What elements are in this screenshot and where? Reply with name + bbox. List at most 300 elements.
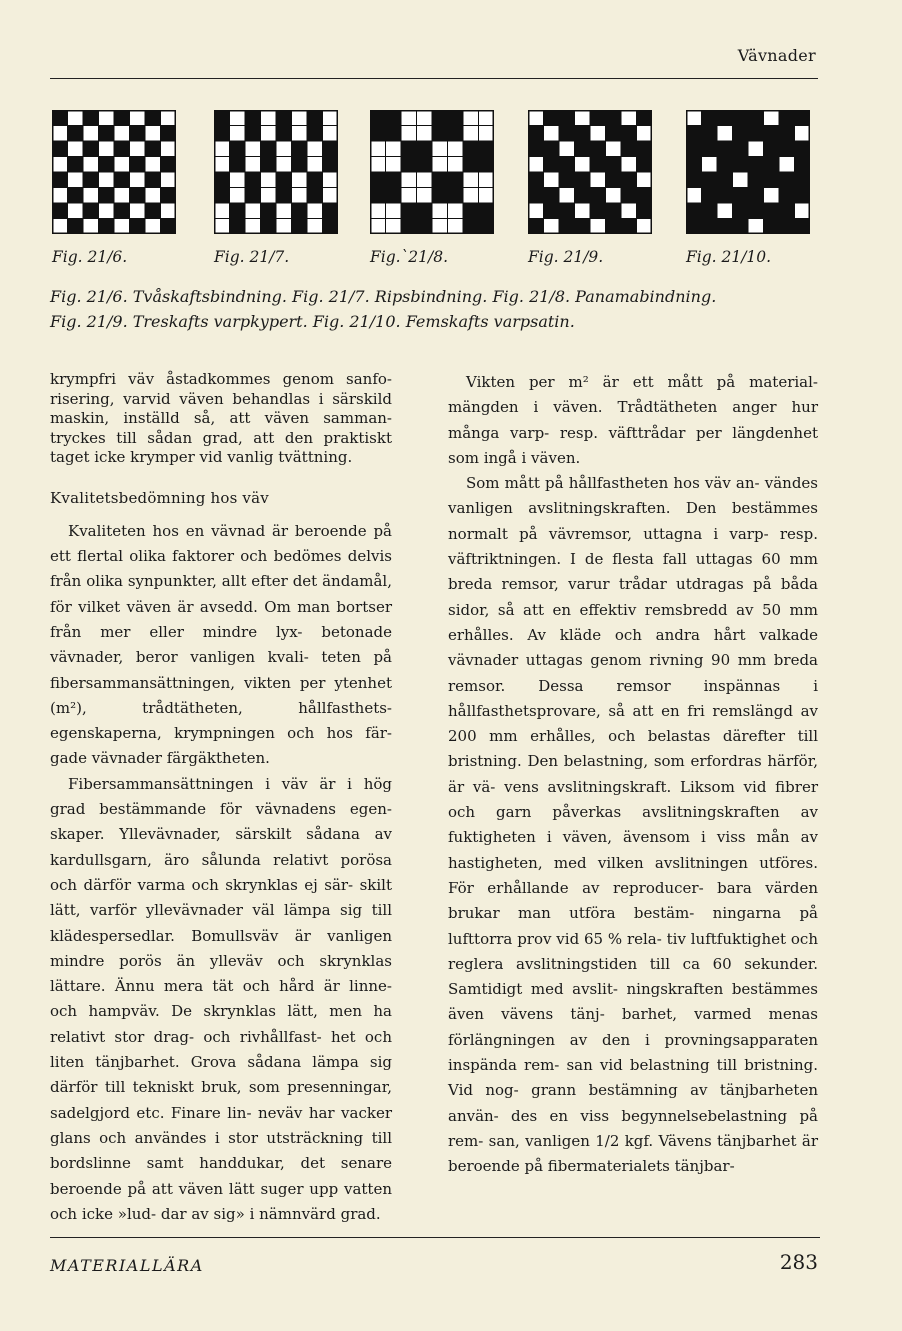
weave-cell <box>779 141 795 157</box>
weave-cell <box>276 172 292 188</box>
weave-cell <box>795 203 811 219</box>
weave-cell <box>479 203 495 219</box>
weave-cell <box>795 219 811 235</box>
weave-cell <box>621 157 637 173</box>
figure-21-10 <box>686 110 816 266</box>
weave-cell <box>130 141 146 157</box>
weave-cell <box>575 126 591 142</box>
weave-cell <box>130 157 146 173</box>
weave-cell <box>214 172 230 188</box>
weave-cell <box>621 126 637 142</box>
weave-cell <box>702 157 718 173</box>
figure-21-6 <box>52 110 182 266</box>
weave-cell <box>145 172 161 188</box>
weave-cell <box>68 203 84 219</box>
weave-cell <box>417 157 433 173</box>
weave-cell <box>748 141 764 157</box>
weave-cell <box>292 203 308 219</box>
weave-cell <box>323 110 339 126</box>
weave-cell <box>230 157 246 173</box>
weave-cell <box>448 172 464 188</box>
weave-cell <box>161 219 177 235</box>
weave-cell <box>637 141 653 157</box>
weave-cell <box>779 203 795 219</box>
weave-cell <box>432 126 448 142</box>
weave-cell <box>717 219 733 235</box>
weave-cell <box>528 203 544 219</box>
weave-cell <box>795 172 811 188</box>
weave-cell <box>292 188 308 204</box>
weave-cell <box>83 110 99 126</box>
weave-cell <box>245 157 261 173</box>
weave-cell <box>161 157 177 173</box>
weave-cell <box>230 203 246 219</box>
weave-cell <box>448 126 464 142</box>
weave-cell <box>130 110 146 126</box>
weave-cell <box>52 110 68 126</box>
weave-cell <box>52 203 68 219</box>
weave-cell <box>83 188 99 204</box>
weave-cell <box>448 141 464 157</box>
weave-cell <box>230 126 246 142</box>
book-title: MATERIALLÄRA <box>50 1256 204 1275</box>
weave-cell <box>733 188 749 204</box>
weave-cell <box>606 219 622 235</box>
weave-cell <box>323 157 339 173</box>
weave-cell <box>637 157 653 173</box>
weave-cell <box>686 141 702 157</box>
weave-cell <box>276 188 292 204</box>
weave-cell <box>528 219 544 235</box>
weave-cell <box>544 126 560 142</box>
weave-cell <box>717 157 733 173</box>
weave-cell <box>606 110 622 126</box>
weave-cell <box>114 110 130 126</box>
weave-cell <box>479 157 495 173</box>
weave-cell <box>717 141 733 157</box>
weave-cell <box>575 110 591 126</box>
weave-cell <box>559 157 575 173</box>
weave-cell <box>686 157 702 173</box>
weave-cell <box>52 219 68 235</box>
intro-paragraph: krympfri väv åstadkommes genom sanfo- risering, varvid väven behandlas i särskild maskin, inställd så, att väven samman- tryckes till sådan grad, att den praktiskt taget icke krymper vid vanlig tvättning. <box>50 370 392 466</box>
weave-cell <box>559 141 575 157</box>
weave-cell <box>764 203 780 219</box>
weave-cell <box>621 172 637 188</box>
weave-cell <box>130 219 146 235</box>
weave-cell <box>717 126 733 142</box>
weave-cell <box>245 172 261 188</box>
weave-cell <box>432 157 448 173</box>
weave-cell <box>795 157 811 173</box>
weave-cell <box>214 141 230 157</box>
weave-cell <box>590 126 606 142</box>
weave-cell <box>83 219 99 235</box>
weave-cell <box>145 157 161 173</box>
weave-cell <box>779 188 795 204</box>
weave-cell <box>230 172 246 188</box>
weave-cell <box>544 188 560 204</box>
weave-cell <box>370 157 386 173</box>
weave-cell <box>370 188 386 204</box>
weave-cell <box>245 110 261 126</box>
weave-cell <box>733 219 749 235</box>
weave-cell <box>161 126 177 142</box>
weave-cell <box>52 188 68 204</box>
weave-cell <box>114 219 130 235</box>
figure-21-9 <box>528 110 658 266</box>
weave-cell <box>307 110 323 126</box>
figure-caption <box>50 284 830 334</box>
weave-cell <box>448 188 464 204</box>
weave-cell <box>261 203 277 219</box>
weave-cell <box>52 126 68 142</box>
weave-cell <box>748 188 764 204</box>
weave-cell <box>463 188 479 204</box>
weave-cell <box>230 141 246 157</box>
weave-cell <box>99 157 115 173</box>
weave-cell <box>559 172 575 188</box>
weave-cell <box>114 172 130 188</box>
weave-cell <box>386 203 402 219</box>
weave-cell <box>795 110 811 126</box>
weave-cell <box>702 110 718 126</box>
body-paragraph: Kvaliteten hos en vävnad är beroende på ett flertal olika faktorer och bedömes delvis från olika synpunkter, allt efter det ändamål, för vilket väven är avsedd. Om man bortser från mer eller mindre lyx- betonade vävnader, beror vanligen kvali- teten på fibersammansättningen, vikten per ytenhet (m²), trådtätheten, hållfasthets- egenskaperna, krympningen och hos fär- gade vävnader färgäktheten. <box>50 521 392 768</box>
weave-cell <box>161 188 177 204</box>
weave-cell <box>307 157 323 173</box>
weave-cell <box>386 188 402 204</box>
weave-cell <box>479 188 495 204</box>
weave-cell <box>230 110 246 126</box>
weave-cell <box>463 203 479 219</box>
weave-cell <box>230 219 246 235</box>
body-paragraph: Som mått på hållfastheten hos väv an- vändes vanligen avslitningskraften. Den bestämmes normalt på vävremsor, uttagna i varp- resp. väftriktningen. I de flesta fall uttagas 60 mm breda remsor, varur trådar utdragas på båda sidor, så att en effektiv remsbredd av 50 mm erhålles. Av kläde och andra hårt valkade vävnader uttagas genom rivning 90 mm breda remsor. Dessa remsor inspännas i hållfasthetsprovare, så att en fri remslängd av 200 mm erhålles, och belastas därefter till bristning. Den belastning, som erfordras härför, är vä- vens avslitningskraft. Liksom vid fibrer och garn påverkas avslitningskraften av fuktigheten i väven, ävensom i viss mån av hastigheten, med vilken avslitningen utföres. För erhållande av reproducer- bara värden brukar man utföra bestäm- ningarna på lufttorra prov vid 65 % rela- tiv luftfuktighet och reglera avslitningstiden till ca 60 sekunder. Samtidigt med avslit- ningskraften bestämmes även vävens tänj- barhet, varmed menas förlängningen av den i provningsapparaten inspända rem- san vid belastning till bristning. Vid nog- grann bestämning av tänjbarheten använ- des en viss begynnelsebelastning på rem- san, vanligen 1/2 kgf. Vävens tänjbarhet är beroende på fibermaterialets tänjbar- <box>448 474 818 1176</box>
weave-cell <box>214 126 230 142</box>
weave-cell <box>370 172 386 188</box>
weave-cell <box>779 172 795 188</box>
weave-cell <box>590 219 606 235</box>
figure-label: Fig. 21/10. <box>686 248 772 266</box>
weave-cell <box>463 157 479 173</box>
running-head: Vävnader <box>737 46 816 65</box>
weave-cell <box>463 172 479 188</box>
weave-cell <box>99 188 115 204</box>
weave-cell <box>764 110 780 126</box>
weave-cell <box>214 157 230 173</box>
weave-cell <box>68 110 84 126</box>
weave-cell <box>83 126 99 142</box>
weave-cell <box>323 141 339 157</box>
weave-cell <box>748 219 764 235</box>
weave-cell <box>733 172 749 188</box>
weave-cell <box>733 157 749 173</box>
weave-cell <box>276 203 292 219</box>
weave-figures <box>52 110 820 280</box>
weave-cell <box>621 141 637 157</box>
weave-cell <box>748 203 764 219</box>
weave-cell <box>417 172 433 188</box>
weave-cell <box>292 172 308 188</box>
weave-cell <box>686 219 702 235</box>
weave-cell <box>292 219 308 235</box>
weave-cell <box>245 188 261 204</box>
weave-cell <box>145 219 161 235</box>
weave-cell <box>621 219 637 235</box>
weave-cell <box>323 188 339 204</box>
weave-cell <box>621 188 637 204</box>
weave-cell <box>99 110 115 126</box>
weave-cell <box>307 203 323 219</box>
weave-cell <box>230 188 246 204</box>
figure-label: Fig.`21/8. <box>370 248 449 266</box>
figure-21-8 <box>370 110 500 266</box>
weave-cell <box>606 203 622 219</box>
weave-cell <box>83 157 99 173</box>
figure-label: Fig. 21/6. <box>52 248 128 266</box>
weave-cell <box>621 203 637 219</box>
weave-cell <box>463 219 479 235</box>
weave-cell <box>637 126 653 142</box>
weave-cell <box>401 188 417 204</box>
weave-cell <box>795 188 811 204</box>
weave-cell <box>417 219 433 235</box>
header-rule <box>50 78 818 79</box>
weave-cell <box>528 157 544 173</box>
weave-cell <box>52 141 68 157</box>
weave-cell <box>479 172 495 188</box>
weave-cell <box>401 203 417 219</box>
weave-cell <box>575 219 591 235</box>
weave-cell <box>245 126 261 142</box>
weave-cell <box>145 203 161 219</box>
weave-cell <box>575 141 591 157</box>
weave-cell <box>52 157 68 173</box>
weave-cell <box>637 188 653 204</box>
weave-cell <box>779 219 795 235</box>
weave-cell <box>130 188 146 204</box>
weave-cell <box>52 172 68 188</box>
weave-cell <box>448 110 464 126</box>
weave-cell <box>386 172 402 188</box>
weave-cell <box>307 172 323 188</box>
weave-cell <box>702 126 718 142</box>
weave-cell <box>686 126 702 142</box>
weave-cell <box>575 172 591 188</box>
weave-cell <box>590 110 606 126</box>
weave-cell <box>261 219 277 235</box>
weave-cell <box>448 157 464 173</box>
weave-cell <box>323 219 339 235</box>
weave-cell <box>637 172 653 188</box>
weave-cell <box>733 110 749 126</box>
weave-cell <box>764 219 780 235</box>
weave-cell <box>161 141 177 157</box>
weave-cell <box>401 110 417 126</box>
weave-cell <box>276 219 292 235</box>
weave-cell <box>417 126 433 142</box>
weave-cell <box>370 219 386 235</box>
weave-cell <box>779 157 795 173</box>
weave-cell <box>528 188 544 204</box>
weave-cell <box>702 203 718 219</box>
weave-cell <box>68 188 84 204</box>
weave-cell <box>764 141 780 157</box>
weave-cell <box>386 219 402 235</box>
weave-cell <box>386 110 402 126</box>
weave-cell <box>68 126 84 142</box>
weave-cell <box>590 141 606 157</box>
weave-cell <box>307 141 323 157</box>
figure-21-7 <box>214 110 344 266</box>
weave-cell <box>114 157 130 173</box>
weave-cell <box>590 172 606 188</box>
weave-cell <box>292 157 308 173</box>
weave-cell <box>448 219 464 235</box>
caption-line-2: Fig. 21/9. Treskafts varpkypert. Fig. 21/10. Femskafts varpsatin. <box>50 312 575 331</box>
weave-cell <box>544 110 560 126</box>
weave-cell <box>292 110 308 126</box>
weave-cell <box>323 203 339 219</box>
right-column <box>448 370 818 1180</box>
weave-cell <box>748 157 764 173</box>
weave-cell <box>401 126 417 142</box>
weave-cell <box>161 110 177 126</box>
weave-cell <box>528 110 544 126</box>
weave-cell <box>779 126 795 142</box>
weave-cell <box>448 203 464 219</box>
weave-cell <box>276 141 292 157</box>
weave-cell <box>114 141 130 157</box>
weave-cell <box>370 203 386 219</box>
weave-cell <box>544 219 560 235</box>
footer-rule <box>50 1237 820 1238</box>
weave-cell <box>130 203 146 219</box>
weave-cell <box>401 219 417 235</box>
weave-cell <box>145 188 161 204</box>
weave-cell <box>575 188 591 204</box>
weave-cell <box>733 126 749 142</box>
weave-cell <box>245 219 261 235</box>
weave-cell <box>686 203 702 219</box>
weave-cell <box>99 141 115 157</box>
weave-cell <box>292 141 308 157</box>
weave-cell <box>130 126 146 142</box>
weave-cell <box>528 141 544 157</box>
weave-cell <box>764 172 780 188</box>
weave-cell <box>307 188 323 204</box>
weave-cell <box>702 188 718 204</box>
weave-cell <box>386 141 402 157</box>
weave-diagram-twill-3 <box>528 110 652 234</box>
weave-cell <box>417 141 433 157</box>
weave-cell <box>544 141 560 157</box>
weave-cell <box>606 126 622 142</box>
weave-cell <box>401 172 417 188</box>
weave-cell <box>261 110 277 126</box>
weave-cell <box>764 126 780 142</box>
weave-cell <box>68 157 84 173</box>
weave-cell <box>717 203 733 219</box>
weave-cell <box>544 203 560 219</box>
weave-cell <box>748 110 764 126</box>
weave-cell <box>401 157 417 173</box>
body-paragraph: Vikten per m² är ett mått på material- mängden i väven. Trådtätheten anger hur många varp- resp. väfttrådar per längdenhet som ingå i väven. <box>448 373 818 467</box>
weave-cell <box>590 203 606 219</box>
weave-cell <box>479 110 495 126</box>
weave-cell <box>559 203 575 219</box>
weave-cell <box>717 110 733 126</box>
weave-cell <box>214 188 230 204</box>
left-column <box>50 370 392 1227</box>
weave-diagram-satin-5 <box>686 110 810 234</box>
weave-cell <box>686 172 702 188</box>
weave-cell <box>370 141 386 157</box>
weave-cell <box>590 157 606 173</box>
weave-cell <box>307 219 323 235</box>
weave-cell <box>606 188 622 204</box>
weave-cell <box>245 141 261 157</box>
weave-diagram-rib <box>214 110 338 234</box>
weave-cell <box>432 172 448 188</box>
weave-cell <box>161 203 177 219</box>
body-paragraph: Fibersammansättningen i väv är i hög grad bestämmande för vävnadens egen- skaper. Yllevävnader, särskilt sådana av kardullsgarn, äro sålunda relativt porösa och därför varma och skrynklas ej sär- skilt lätt, varför yllevävnader väl lämpa sig till klädespersedlar. Bomullsväv är vanligen mindre porös än ylleväv och skrynklas lättare. Ännu mera tät och hård är linne- och hampväv. De skrynklas lätt, men ha relativt stor drag- och rivhållfast- het och liten tänjbarhet. Grova sådana lämpa sig därför till tekniskt bruk, som presenningar, sadelgjord etc. Finare lin- neväv har vacker glans och användes i stor utsträckning till bordslinne samt handdukar, det senare beroende på att väven lätt suger upp vatten och icke »lud- dar av sig» i nämnvärd grad. <box>50 774 392 1223</box>
weave-cell <box>261 141 277 157</box>
weave-cell <box>733 203 749 219</box>
weave-cell <box>637 203 653 219</box>
figure-label: Fig. 21/9. <box>528 248 604 266</box>
weave-cell <box>68 172 84 188</box>
figure-label: Fig. 21/7. <box>214 248 290 266</box>
weave-cell <box>463 126 479 142</box>
weave-cell <box>145 141 161 157</box>
weave-cell <box>99 172 115 188</box>
weave-cell <box>161 172 177 188</box>
weave-cell <box>559 188 575 204</box>
weave-cell <box>83 172 99 188</box>
weave-cell <box>764 157 780 173</box>
weave-cell <box>99 219 115 235</box>
weave-cell <box>637 110 653 126</box>
weave-cell <box>245 203 261 219</box>
weave-diagram-panama <box>370 110 494 234</box>
weave-cell <box>479 126 495 142</box>
weave-cell <box>292 126 308 142</box>
weave-cell <box>83 203 99 219</box>
weave-cell <box>795 126 811 142</box>
weave-cell <box>114 203 130 219</box>
weave-cell <box>528 126 544 142</box>
weave-cell <box>702 141 718 157</box>
weave-cell <box>130 172 146 188</box>
weave-cell <box>276 110 292 126</box>
weave-cell <box>686 110 702 126</box>
weave-cell <box>432 188 448 204</box>
weave-cell <box>463 110 479 126</box>
weave-cell <box>99 126 115 142</box>
weave-cell <box>606 157 622 173</box>
weave-cell <box>779 110 795 126</box>
weave-cell <box>479 141 495 157</box>
weave-cell <box>748 126 764 142</box>
weave-cell <box>702 172 718 188</box>
weave-cell <box>323 172 339 188</box>
weave-cell <box>559 219 575 235</box>
weave-cell <box>83 141 99 157</box>
weave-cell <box>717 172 733 188</box>
weave-cell <box>748 172 764 188</box>
weave-cell <box>417 110 433 126</box>
weave-cell <box>575 157 591 173</box>
